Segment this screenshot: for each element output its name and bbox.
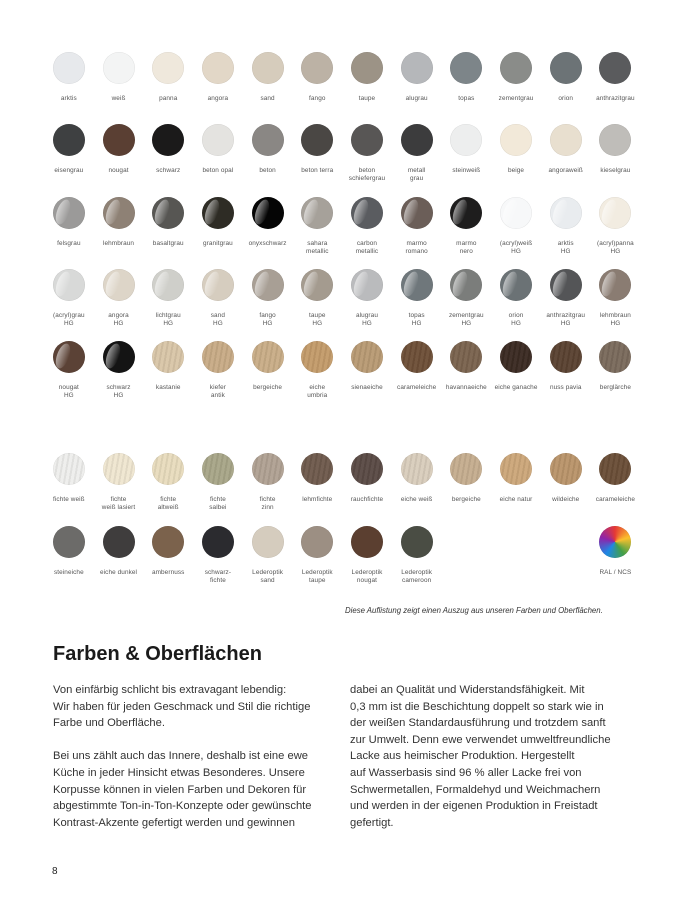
color-swatch xyxy=(193,453,243,512)
color-swatch xyxy=(243,52,293,103)
swatch-chip xyxy=(252,197,284,229)
color-swatch xyxy=(491,197,541,256)
swatch-chip xyxy=(53,341,85,373)
swatch-chip xyxy=(152,526,184,558)
color-swatch xyxy=(143,52,193,103)
color-swatch xyxy=(94,124,144,183)
swatch-row xyxy=(44,269,644,328)
color-swatch xyxy=(541,52,591,103)
swatch-label: carbon metallic xyxy=(355,240,379,255)
swatch-chip xyxy=(53,453,85,485)
color-swatch xyxy=(292,526,342,585)
swatch-label: beton terra xyxy=(301,167,334,174)
swatch-chip xyxy=(351,341,383,373)
swatch-label: fango xyxy=(309,95,326,102)
swatch-label: fichte weiß xyxy=(53,496,85,503)
swatch-chip xyxy=(450,197,482,229)
swatch-chip xyxy=(202,341,234,373)
body-text-right: dabei an Qualität und Widerstandsfähigkeit. Mit 0,3 mm ist die Beschichtung doppelt so stark wie in der weißen Standardausführung und trotzdem sanft zur Umwelt. Denn ewe verwendet umweltfreundliche Lacke aus heimischer Produktion. Hergestellt auf Wasserbasis sind 96 % aller Lacke frei von Schwermetallen, Formaldehyd und Weichmachern und werden in der eigenen Produktion in Freistadt gefertigt. xyxy=(350,684,611,829)
color-swatch xyxy=(193,52,243,103)
swatch-label: steinweiß xyxy=(452,167,481,174)
swatch-label: sand HG xyxy=(210,312,226,327)
swatch-row xyxy=(44,341,644,400)
swatch-label: beton schiefergrau xyxy=(348,167,386,182)
swatch-label: angora xyxy=(207,95,229,102)
color-swatch xyxy=(491,124,541,183)
swatch-chip xyxy=(599,341,631,373)
swatch-label: fichte weiß lasiert xyxy=(101,496,136,511)
color-swatch xyxy=(541,197,591,256)
color-swatch xyxy=(541,124,591,183)
color-swatch xyxy=(44,526,94,585)
color-swatch xyxy=(94,269,144,328)
swatch-chip xyxy=(53,124,85,156)
color-swatch xyxy=(342,341,392,400)
swatch-chip xyxy=(500,341,532,373)
color-swatch xyxy=(342,124,392,183)
swatch-label: zementgrau xyxy=(498,95,534,102)
swatch-label: anthrazitgrau HG xyxy=(546,312,586,327)
color-swatch xyxy=(94,453,144,512)
swatch-chip xyxy=(550,52,582,84)
color-swatch xyxy=(94,526,144,585)
color-swatch xyxy=(491,341,541,400)
color-swatch xyxy=(94,341,144,400)
color-swatch xyxy=(193,526,243,585)
swatch-chip xyxy=(202,124,234,156)
swatch-chip xyxy=(450,269,482,301)
swatch-chip xyxy=(152,197,184,229)
swatch-label: schwarz xyxy=(156,167,181,174)
color-swatch xyxy=(392,197,442,256)
swatch-chip xyxy=(550,453,582,485)
color-swatch xyxy=(292,269,342,328)
swatch-chip xyxy=(550,269,582,301)
color-swatch xyxy=(342,526,392,585)
swatch-chip xyxy=(252,269,284,301)
swatch-chip xyxy=(500,269,532,301)
swatch-chip xyxy=(152,453,184,485)
swatch-chip xyxy=(202,526,234,558)
swatch-chip xyxy=(500,453,532,485)
color-swatch xyxy=(193,341,243,400)
swatch-label: alugrau HG xyxy=(355,312,378,327)
swatch-label: orion HG xyxy=(508,312,524,327)
swatch-label: berglärche xyxy=(599,384,631,391)
swatch-label: eiche ganache xyxy=(494,384,538,391)
swatch-label: topas xyxy=(458,95,475,102)
swatch-chip xyxy=(599,269,631,301)
color-swatch xyxy=(392,453,442,512)
swatch-label: ambernuss xyxy=(151,569,185,576)
swatch-label: eiche dunkel xyxy=(99,569,138,576)
swatch-chip xyxy=(252,341,284,373)
swatch-row xyxy=(44,124,644,183)
swatch-label: zementgrau HG xyxy=(448,312,484,327)
swatch-chip xyxy=(53,197,85,229)
color-swatch xyxy=(442,453,492,512)
swatch-chip xyxy=(599,453,631,485)
swatch-chip xyxy=(301,453,333,485)
swatch-label: schwarz HG xyxy=(106,384,131,399)
swatch-label: granitgrau xyxy=(203,240,233,247)
swatch-label: angora HG xyxy=(108,312,129,327)
color-swatch xyxy=(292,52,342,103)
swatch-row xyxy=(44,526,644,585)
color-swatch xyxy=(342,197,392,256)
color-swatch xyxy=(243,124,293,183)
color-swatch xyxy=(491,453,541,512)
swatch-chip xyxy=(351,52,383,84)
swatch-label: taupe xyxy=(358,95,376,102)
color-swatch xyxy=(541,526,591,585)
swatch-label: beton opal xyxy=(202,167,234,174)
swatch-chip xyxy=(351,526,383,558)
color-swatch xyxy=(44,124,94,183)
swatch-chip xyxy=(550,197,582,229)
color-swatch xyxy=(442,124,492,183)
swatch-label: wildeiche xyxy=(552,496,580,503)
color-swatch xyxy=(392,52,442,103)
swatch-label: (acryl)panna HG xyxy=(597,240,634,255)
swatch-chip xyxy=(252,52,284,84)
swatch-row xyxy=(44,453,644,512)
color-swatch xyxy=(591,124,641,183)
color-swatch xyxy=(193,197,243,256)
swatch-label: fichte salbei xyxy=(209,496,227,511)
swatch-label: arktis xyxy=(60,95,77,102)
swatch-label: beton xyxy=(259,167,276,174)
swatch-label: eiche umbria xyxy=(307,384,328,399)
swatch-label: nougat xyxy=(108,167,129,174)
color-swatch xyxy=(94,197,144,256)
color-swatch xyxy=(591,52,641,103)
swatch-label: beige xyxy=(507,167,525,174)
swatch-label: fichte zinn xyxy=(259,496,276,511)
swatch-chip xyxy=(401,124,433,156)
swatch-label: carameleiche xyxy=(397,384,437,391)
swatch-label: lichtgrau HG xyxy=(155,312,181,327)
swatch-chip xyxy=(301,52,333,84)
color-swatch xyxy=(491,52,541,103)
color-swatch xyxy=(243,453,293,512)
swatch-label: fango HG xyxy=(259,312,276,327)
swatch-chip xyxy=(202,197,234,229)
color-swatch xyxy=(143,341,193,400)
swatch-label: onyxschwarz xyxy=(248,240,287,247)
color-swatch xyxy=(392,269,442,328)
color-swatch xyxy=(342,269,392,328)
swatch-label: sand xyxy=(260,95,275,102)
swatch-chip xyxy=(103,124,135,156)
swatch-chip xyxy=(103,526,135,558)
color-swatch xyxy=(143,453,193,512)
swatch-label: (acryl)weiß HG xyxy=(499,240,533,255)
swatch-label: anthrazitgrau xyxy=(596,95,635,102)
color-swatch xyxy=(243,341,293,400)
color-swatch xyxy=(193,269,243,328)
swatch-chip xyxy=(550,341,582,373)
color-swatch xyxy=(193,124,243,183)
page-number: 8 xyxy=(52,866,58,877)
color-swatch xyxy=(392,526,442,585)
swatch-chip xyxy=(53,269,85,301)
color-swatch xyxy=(143,124,193,183)
color-swatch xyxy=(243,197,293,256)
swatch-chip xyxy=(401,52,433,84)
swatch-chip xyxy=(401,526,433,558)
swatch-chip xyxy=(301,341,333,373)
swatch-chip xyxy=(252,526,284,558)
swatch-label: lehmbraun xyxy=(102,240,135,247)
color-swatch xyxy=(243,269,293,328)
swatch-label: Lederoptik sand xyxy=(252,569,284,584)
swatch-label: nuss pavia xyxy=(549,384,582,391)
swatch-chip xyxy=(500,197,532,229)
swatch-label: steineiche xyxy=(53,569,84,576)
color-swatch xyxy=(292,197,342,256)
swatch-chip xyxy=(401,453,433,485)
swatch-label: marmo romano xyxy=(405,240,428,255)
swatch-chip xyxy=(351,197,383,229)
swatch-chip xyxy=(202,269,234,301)
page-title: Farben & Oberflächen xyxy=(53,643,262,665)
color-swatch xyxy=(292,124,342,183)
swatch-label: marmo nero xyxy=(456,240,477,255)
swatch-label: Lederoptik nougat xyxy=(351,569,383,584)
swatch-label: kiefer antik xyxy=(209,384,227,399)
color-swatch xyxy=(44,197,94,256)
swatch-chip xyxy=(103,341,135,373)
swatch-label: eiche weiß xyxy=(400,496,433,503)
swatch-chip xyxy=(401,197,433,229)
ral-ncs-icon xyxy=(599,526,631,558)
swatch-chip xyxy=(202,52,234,84)
swatch-label: lehmbraun HG xyxy=(599,312,631,327)
swatch-chip xyxy=(500,52,532,84)
swatch-chip xyxy=(599,52,631,84)
color-swatch xyxy=(143,197,193,256)
swatch-chip xyxy=(202,453,234,485)
swatch-chip xyxy=(301,124,333,156)
color-swatch xyxy=(541,269,591,328)
swatch-label: alugrau xyxy=(405,95,428,102)
swatch-chip xyxy=(351,269,383,301)
swatch-chip xyxy=(103,197,135,229)
swatch-label: weiß xyxy=(111,95,126,102)
swatch-label: schwarz- fichte xyxy=(204,569,232,584)
body-text-left: Von einfärbig schlicht bis extravagant lebendig: Wir haben für jeden Geschmack und Stil die richtige Farbe und Oberfläche. Bei uns zählt auch das Innere, deshalb ist eine ewe Küche in jeder Hinsicht etwas Besonderes. Unsere Korpusse können in vielen Farben und Dekoren für abgestimmte Ton-in-Ton-Konzepte oder gewünschte Kontrast-Akzente gefertigt werden und gewinnen xyxy=(53,684,312,829)
swatch-chip xyxy=(152,52,184,84)
swatch-label: bergeiche xyxy=(253,384,283,391)
swatch-label: RAL / NCS xyxy=(599,569,632,576)
swatch-chip xyxy=(599,197,631,229)
swatch-chip xyxy=(301,526,333,558)
swatch-chip xyxy=(450,453,482,485)
color-swatch xyxy=(292,453,342,512)
swatch-label: eisengrau xyxy=(54,167,84,174)
color-swatch xyxy=(292,341,342,400)
color-swatch xyxy=(591,269,641,328)
color-swatch xyxy=(342,52,392,103)
color-swatch xyxy=(143,526,193,585)
color-swatch xyxy=(491,526,541,585)
swatch-label: topas HG xyxy=(408,312,425,327)
color-swatch xyxy=(44,269,94,328)
swatch-chip xyxy=(599,124,631,156)
swatch-label: arktis HG xyxy=(557,240,574,255)
swatch-chip xyxy=(152,269,184,301)
color-swatch xyxy=(442,52,492,103)
color-swatch xyxy=(44,453,94,512)
color-swatch xyxy=(541,453,591,512)
swatch-label: sahara metallic xyxy=(306,240,329,255)
swatch-chip xyxy=(351,453,383,485)
color-swatch xyxy=(591,453,641,512)
color-swatch xyxy=(44,52,94,103)
swatch-chip xyxy=(152,124,184,156)
color-swatch xyxy=(143,269,193,328)
swatch-label: metall grau xyxy=(407,167,426,182)
swatch-chip xyxy=(103,269,135,301)
swatch-chip xyxy=(252,124,284,156)
color-swatch xyxy=(442,341,492,400)
color-swatch xyxy=(591,526,641,585)
color-swatch xyxy=(541,341,591,400)
swatch-row xyxy=(44,197,644,256)
swatch-chip xyxy=(450,52,482,84)
color-swatch xyxy=(342,453,392,512)
swatch-chip xyxy=(401,341,433,373)
color-swatch xyxy=(591,197,641,256)
color-swatch xyxy=(491,269,541,328)
swatch-chip xyxy=(152,341,184,373)
swatch-row xyxy=(44,52,644,103)
swatch-chip xyxy=(401,269,433,301)
swatch-chip xyxy=(53,52,85,84)
swatch-chip xyxy=(301,197,333,229)
swatch-chip xyxy=(252,453,284,485)
swatch-chip xyxy=(500,124,532,156)
swatch-label: taupe HG xyxy=(309,312,326,327)
swatch-label: basaltgrau xyxy=(152,240,184,247)
color-swatch xyxy=(243,526,293,585)
color-swatch xyxy=(442,197,492,256)
swatch-label: (acryl)grau HG xyxy=(53,312,85,327)
swatch-chip xyxy=(450,124,482,156)
color-swatch xyxy=(392,124,442,183)
swatch-chip xyxy=(351,124,383,156)
swatch-label: eiche natur xyxy=(499,496,533,503)
color-swatch xyxy=(442,526,492,585)
swatch-chip xyxy=(103,52,135,84)
swatch-label: felsgrau xyxy=(57,240,81,247)
swatch-label: orion xyxy=(558,95,574,102)
swatch-label: kieselgrau xyxy=(600,167,631,174)
swatch-label: carameleiche xyxy=(595,496,636,503)
color-swatch xyxy=(94,52,144,103)
swatch-label: havannaeiche xyxy=(445,384,487,391)
color-swatch xyxy=(591,341,641,400)
color-swatch xyxy=(392,341,442,400)
swatch-label: angoraweiß xyxy=(548,167,583,174)
swatch-chip xyxy=(301,269,333,301)
color-swatch xyxy=(442,269,492,328)
swatch-chip xyxy=(103,453,135,485)
swatch-chip xyxy=(550,124,582,156)
swatch-label: panna xyxy=(159,95,178,102)
swatch-chip xyxy=(450,341,482,373)
swatch-label: nougat HG xyxy=(58,384,79,399)
swatch-note: Diese Auflistung zeigt einen Auszug aus unseren Farben und Oberflächen. xyxy=(345,606,603,615)
swatch-chip xyxy=(53,526,85,558)
swatch-label: Lederoptik taupe xyxy=(301,569,333,584)
swatch-label: fichte altweiß xyxy=(157,496,179,511)
swatch-label: sienaeiche xyxy=(351,384,383,391)
swatch-label: bergeiche xyxy=(451,496,481,503)
swatch-label: rauchfichte xyxy=(350,496,384,503)
color-swatch xyxy=(44,341,94,400)
swatch-label: lehmfichte xyxy=(302,496,333,503)
swatch-label: Lederoptik cameroon xyxy=(401,569,433,584)
swatch-label: kastanie xyxy=(155,384,181,391)
